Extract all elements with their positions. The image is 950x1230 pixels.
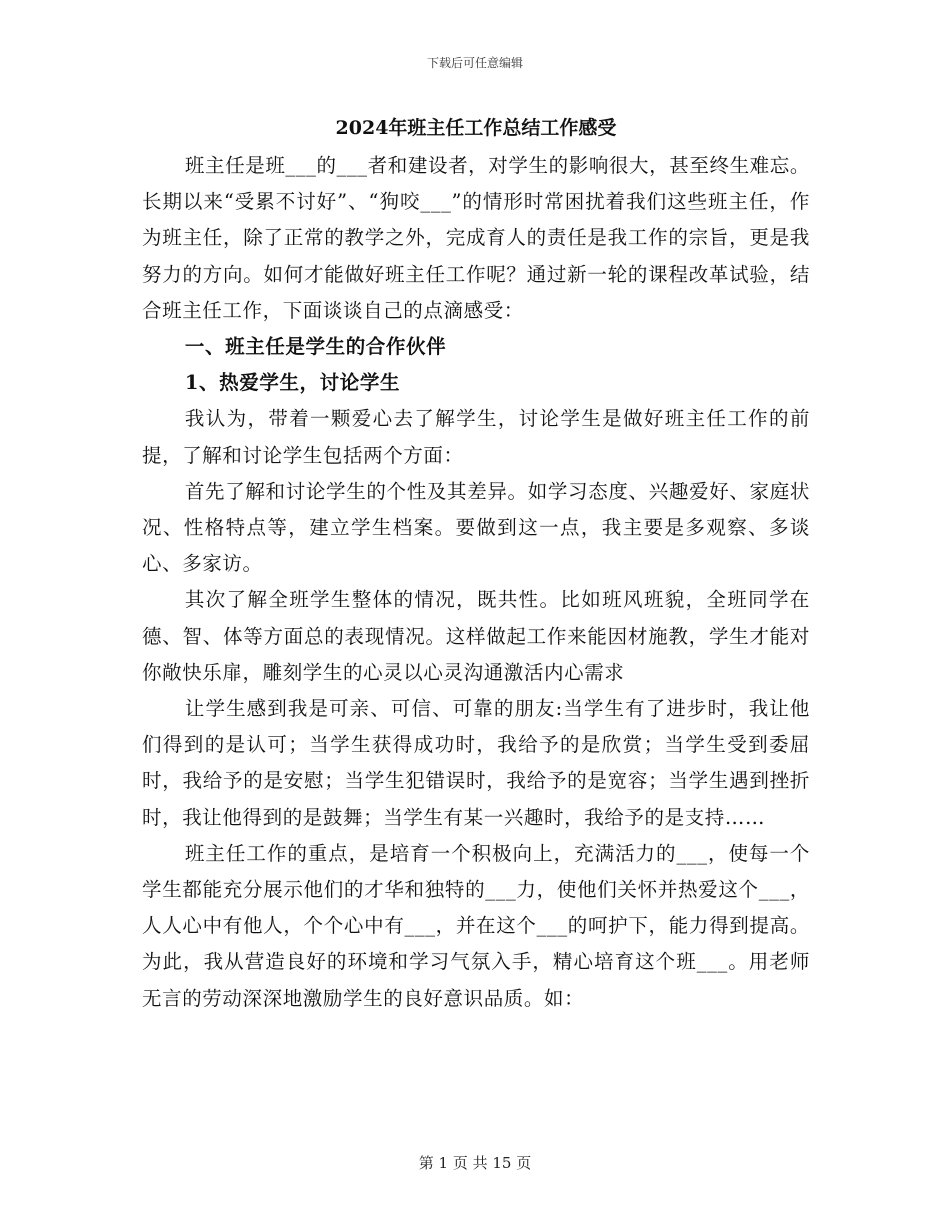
paragraph: 首先了解和讨论学生的个性及其差异。如学习态度、兴趣爱好、家庭状况、性格特点等，建立学生档案。要做到这一点，我主要是多观察、多谈心、多家访。 <box>142 479 810 576</box>
page-footer-number: 第 1 页 共 15 页 <box>418 1154 532 1172</box>
page-header-note: 下载后可任意编辑 <box>426 56 523 70</box>
paragraph: 班主任是班___的___者和建设者，对学生的影响很大，甚至终生难忘。长期以来“受累不讨好”、“狗咬___”的情形时常困扰着我们这些班主任，作为班主任，除了正常的教学之外，完成育人的责任是我工作的宗旨，更是我努力的方向。如何才能做好班主任工作呢？通过新一轮的课程改革试验，结合班主任工作，下面谈谈自己的点滴感受： <box>142 154 810 322</box>
paragraph: 班主任工作的重点，是培育一个积极向上，充满活力的___，使每一个学生都能充分展示他们的才华和独特的___力，使他们关怀并热爱这个___，人人心中有他人，个个心中有___，并在这个___的呵护下，能力得到提高。为此，我从营造良好的环境和学习气氛入手，精心培育这个班___。用老师无言的劳动深深地激励学生的良好意识品质。如： <box>142 841 810 1010</box>
section-heading: 一、班主任是学生的合作伙伴 <box>184 335 447 359</box>
subsection-heading: 1、热爱学生，讨论学生 <box>184 371 401 395</box>
paragraph: 我认为，带着一颗爱心去了解学生，讨论学生是做好班主任工作的前提，了解和讨论学生包括两个方面： <box>142 407 810 467</box>
paragraph: 其次了解全班学生整体的情况，既共性。比如班风班貌，全班同学在德、智、体等方面总的表现情况。这样做起工作来能因材施教，学生才能对你敞快乐扉，雕刻学生的心灵以心灵沟通激活内心需求 <box>142 588 810 684</box>
paragraph: 让学生感到我是可亲、可信、可靠的朋友:当学生有了进步时，我让他们得到的是认可；当学生获得成功时，我给予的是欣赏；当学生受到委屈时，我给予的是安慰；当学生犯错误时，我给予的是宽容；当学生遇到挫折时，我让他得到的是鼓舞；当学生有某一兴趣时，我给予的是支持…… <box>142 697 810 829</box>
document-body <box>142 112 810 1017</box>
document-title: 2024年班主任工作总结工作感受 <box>335 117 617 139</box>
